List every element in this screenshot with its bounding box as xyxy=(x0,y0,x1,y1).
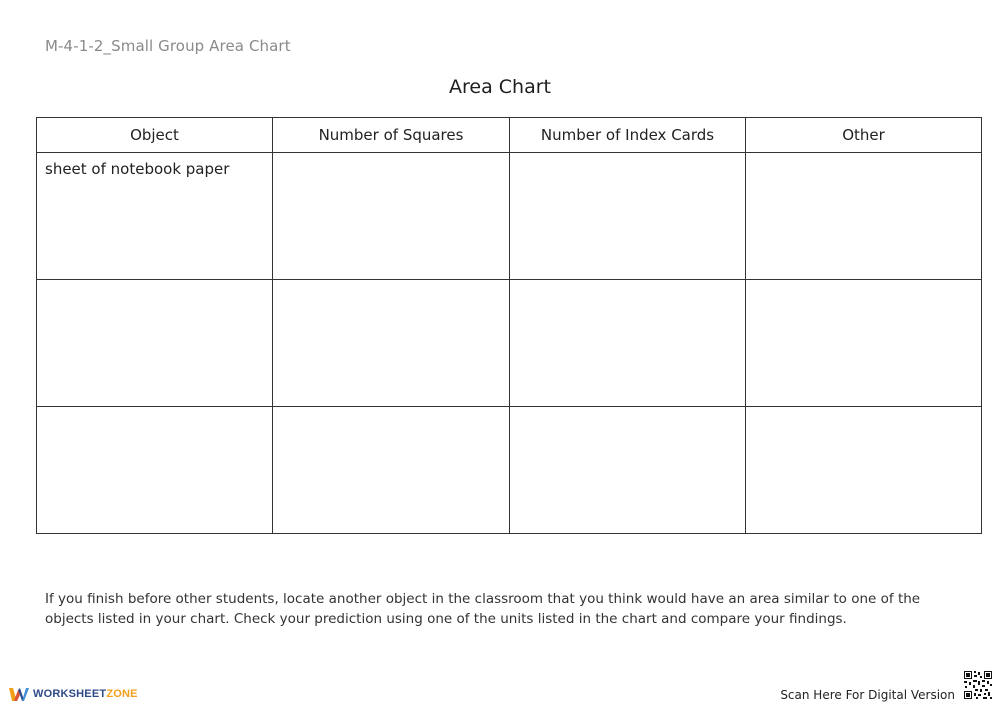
column-header-number-of-index-cards: Number of Index Cards xyxy=(510,118,746,153)
instructions-text: If you finish before other students, locate another object in the classroom that you think would have an area similar to one of the objects listed in your chart. Check your prediction using one of the units listed in the chart and compare your findings. xyxy=(45,591,921,627)
brand-name-part-zone: ZONE xyxy=(106,688,138,700)
table-cell-index-cards xyxy=(510,153,746,280)
cell-text xyxy=(746,407,981,414)
column-header-object: Object xyxy=(37,118,273,153)
table-cell-object xyxy=(37,153,273,280)
cell-text: sheet of notebook paper xyxy=(45,160,230,178)
table-row xyxy=(37,280,982,407)
brand-name xyxy=(33,688,138,700)
cell-text xyxy=(746,153,981,160)
scan-here-label: Scan Here For Digital Version xyxy=(780,688,955,702)
cell-text xyxy=(273,407,509,414)
cell-text xyxy=(510,407,745,414)
table-cell-object xyxy=(37,407,273,534)
table-cell-squares xyxy=(273,153,510,280)
cell-text xyxy=(510,280,745,287)
table-row xyxy=(37,407,982,534)
brand-name-part-worksheet: WORKSHEET xyxy=(33,688,107,700)
table-cell-squares xyxy=(273,407,510,534)
column-header-other: Other xyxy=(746,118,982,153)
document-code: M-4-1-2_Small Group Area Chart xyxy=(45,37,291,55)
table-header-row xyxy=(37,118,982,153)
table-cell-other xyxy=(746,153,982,280)
cell-text xyxy=(273,153,509,160)
cell-text xyxy=(37,407,272,414)
table-cell-index-cards xyxy=(510,280,746,407)
table-cell-other xyxy=(746,407,982,534)
cell-text xyxy=(510,153,745,160)
brand-logo[interactable] xyxy=(9,686,138,702)
cell-text xyxy=(37,280,272,287)
page-title: Area Chart xyxy=(449,76,551,98)
table-cell-index-cards xyxy=(510,407,746,534)
table-row xyxy=(37,153,982,280)
table-cell-object xyxy=(37,280,273,407)
column-header-number-of-squares: Number of Squares xyxy=(273,118,510,153)
worksheetzone-logo-icon xyxy=(9,686,29,702)
qr-code-icon[interactable] xyxy=(963,670,993,700)
table-cell-other xyxy=(746,280,982,407)
table-cell-squares xyxy=(273,280,510,407)
cell-text xyxy=(273,280,509,287)
area-chart-table xyxy=(36,117,982,534)
cell-text xyxy=(746,280,981,287)
